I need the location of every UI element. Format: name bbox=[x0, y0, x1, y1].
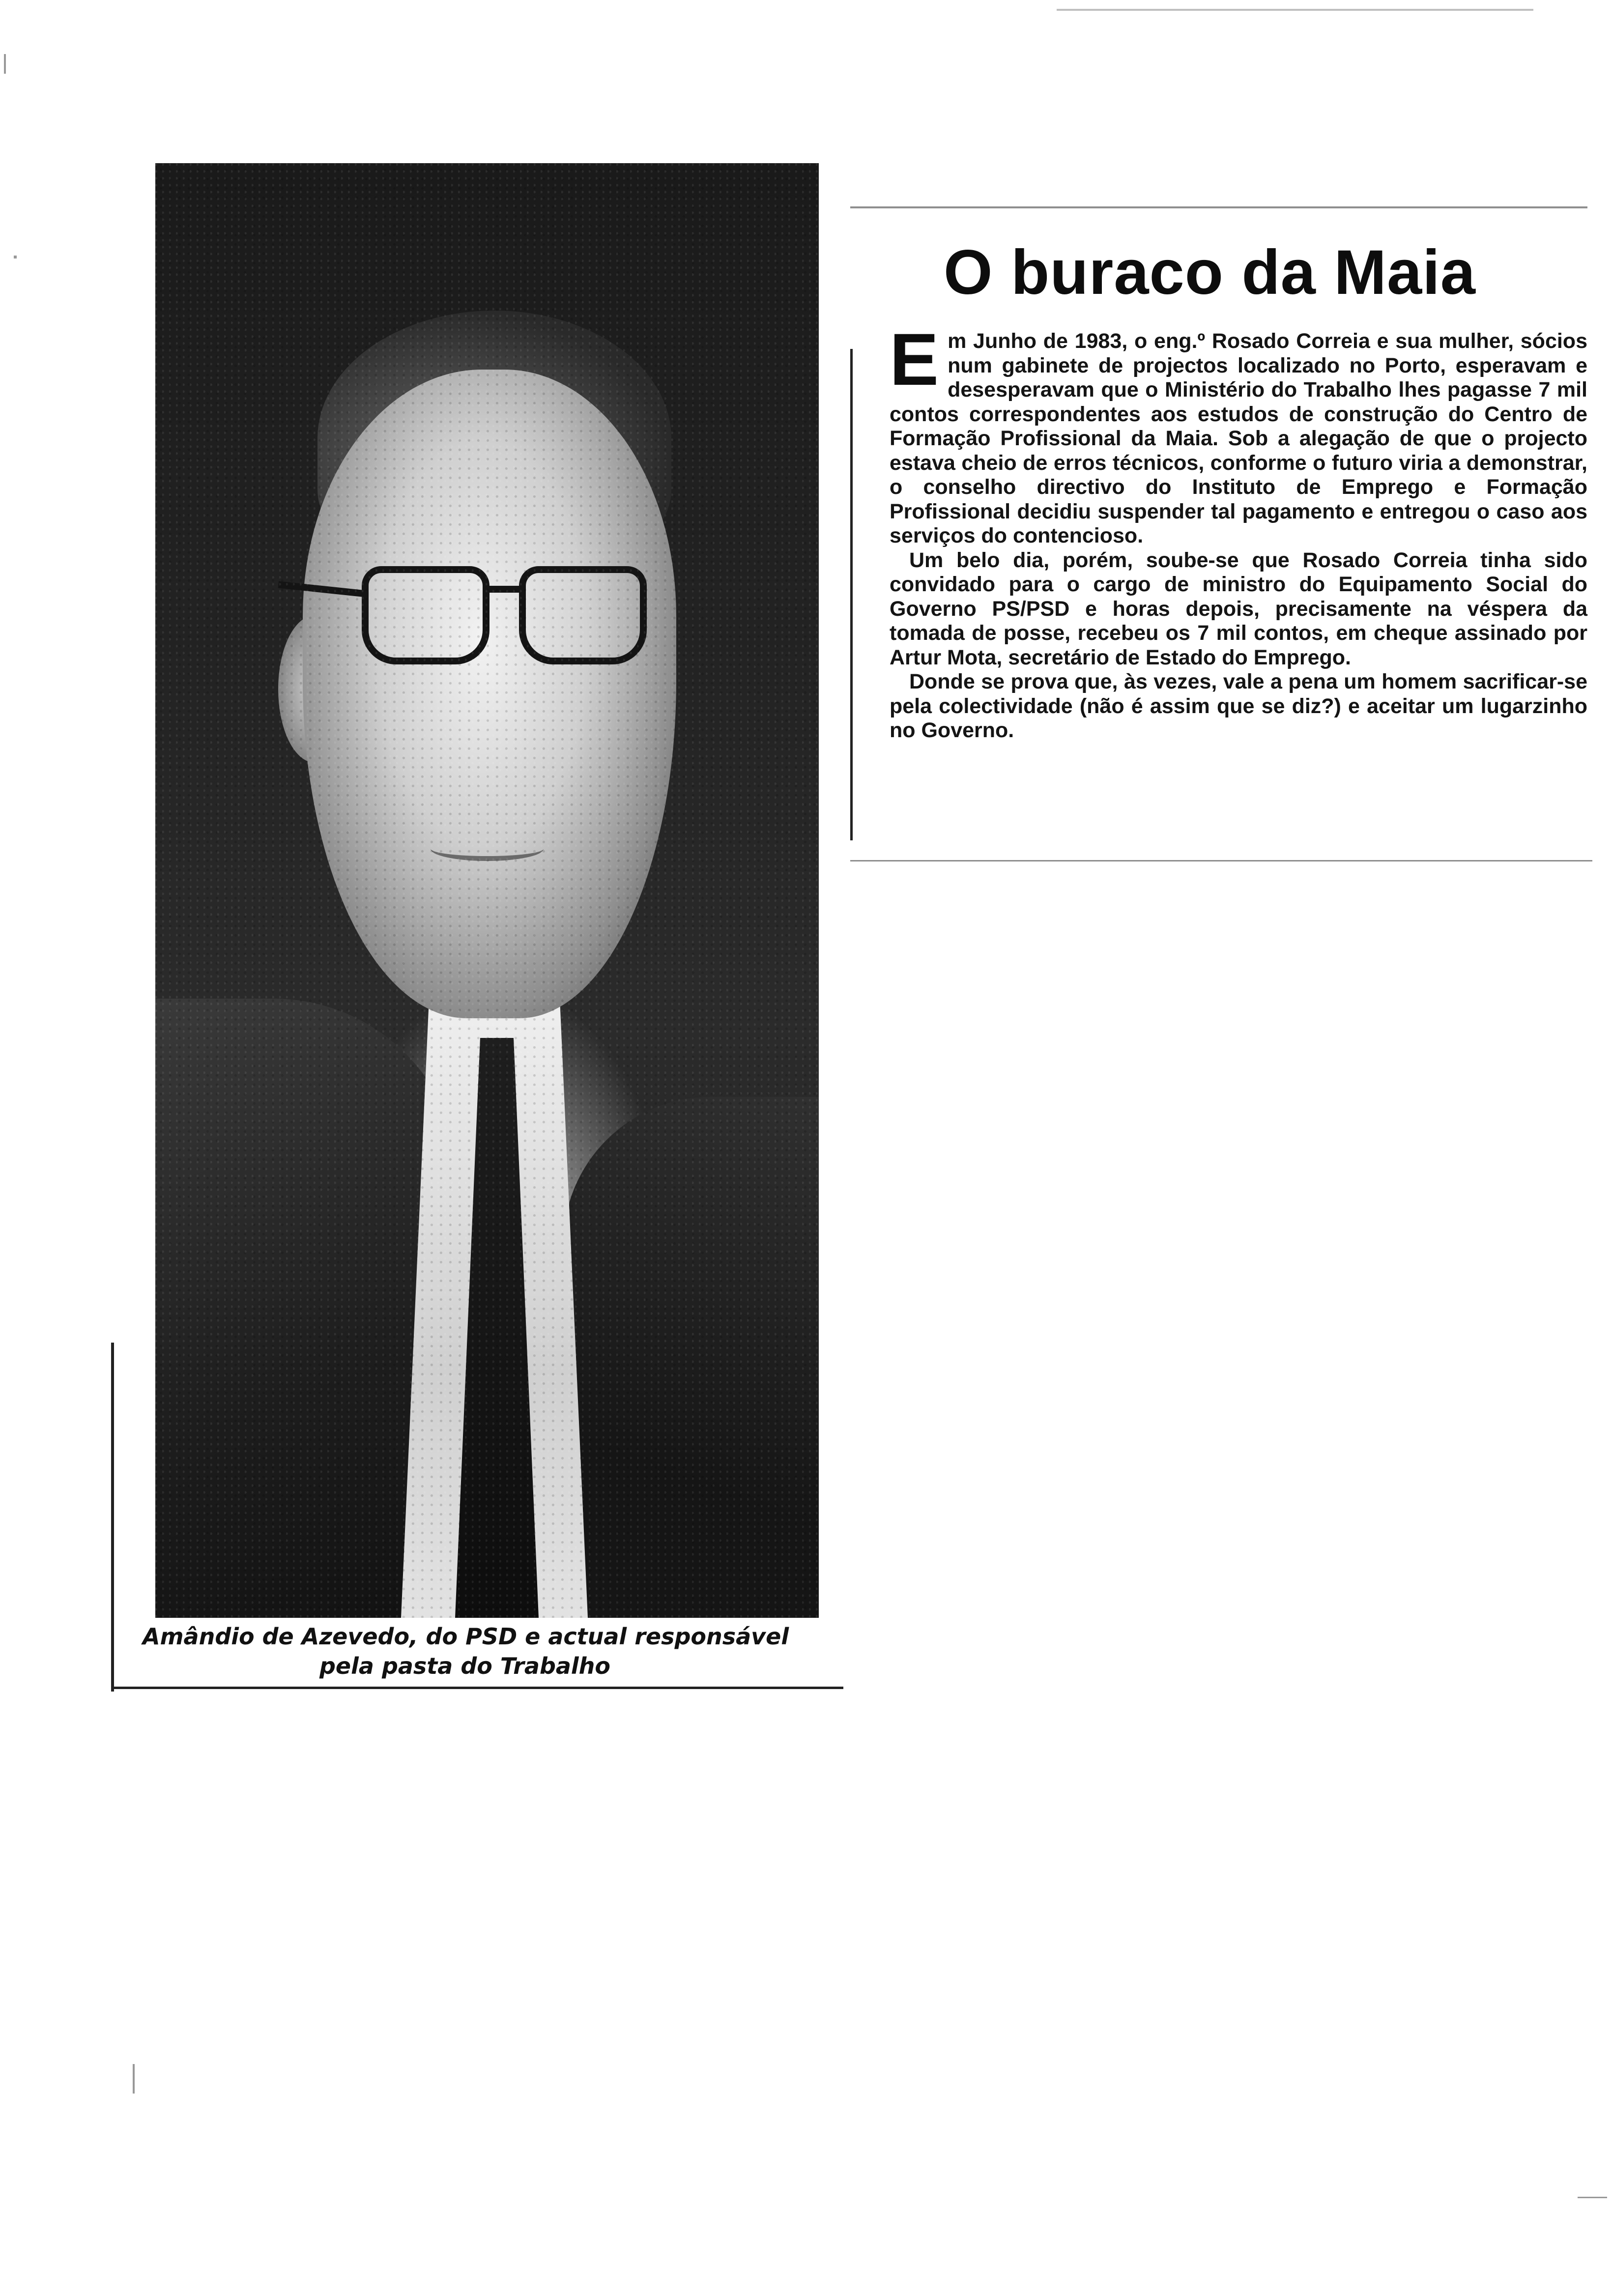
photo-clipping bbox=[111, 163, 843, 1692]
photo-caption-line-1: Amândio de Azevedo, do PSD e actual responsável bbox=[143, 1623, 789, 1650]
article-top-rule bbox=[850, 206, 1587, 208]
drop-cap: E bbox=[890, 318, 939, 401]
paragraph-text: m Junho de 1983, o eng.º Rosado Correia e sua mulher, sócios num gabinete de projectos localizado no Porto, esperavam e desesperavam que o Ministério do Trabalho lhes pagasse 7 mil contos correspondentes aos estudos de construção do Centro de Formação Profissional da Maia. Sob a alegação de que o projecto estava cheio de erros técnicos, conforme o futuro viria a demonstrar, o conselho directivo do Instituto de Emprego e Formação Profissional decidiu suspender tal pagamento e entregou o caso aos serviços do contencioso. bbox=[890, 329, 1587, 547]
scan-artifact-mark bbox=[4, 54, 6, 74]
clipping-edge bbox=[111, 1687, 843, 1689]
scan-artifact-line bbox=[1057, 9, 1533, 11]
article-paragraph: Um belo dia, porém, soube-se que Rosado Correia tinha sido convidado para o cargo de ministro do Equipamento Social do Governo PS/PSD e horas depois, precisamente na véspera da tomada de posse, recebeu os 7 mil contos, em cheque assinado por Artur Mota, secretário de Estado do Emprego. bbox=[890, 548, 1587, 669]
photo-caption bbox=[143, 1622, 831, 1681]
portrait-photo bbox=[155, 163, 819, 1618]
article-bottom-rule bbox=[850, 860, 1592, 861]
scan-artifact-mark bbox=[1578, 2197, 1607, 2198]
article-side-rule bbox=[850, 349, 853, 840]
article-paragraph bbox=[890, 318, 1587, 548]
photo-grain-texture bbox=[155, 163, 819, 1618]
article-body bbox=[890, 318, 1587, 743]
article bbox=[850, 206, 1597, 875]
photo-caption-line-2: pela pasta do Trabalho bbox=[319, 1653, 611, 1679]
article-headline: O buraco da Maia bbox=[944, 237, 1476, 308]
scan-artifact-mark bbox=[14, 256, 17, 258]
article-paragraph: Donde se prova que, às vezes, vale a pena um homem sacrificar-se pela colectividade (não é assim que se diz?) e aceitar um lugarzinho no Governo. bbox=[890, 670, 1587, 742]
clipping-edge bbox=[111, 1343, 114, 1692]
scan-artifact-mark bbox=[133, 2064, 135, 2094]
